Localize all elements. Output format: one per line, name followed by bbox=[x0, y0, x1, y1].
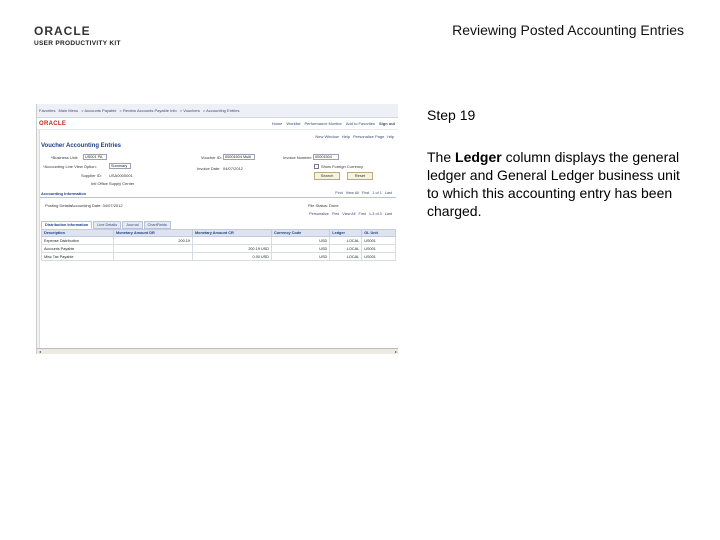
oracle-upk-logo bbox=[34, 24, 124, 50]
nav-item[interactable]: > Accounts Payable bbox=[81, 108, 117, 113]
grid-tabs bbox=[41, 221, 171, 229]
cell-currency: USD bbox=[272, 237, 330, 245]
supplier-name-value: Intl Office Supply Center bbox=[91, 181, 135, 186]
header-link-performance[interactable]: Performance Monitor bbox=[304, 121, 342, 126]
reset-button[interactable]: Reset bbox=[347, 172, 373, 180]
col-monetary-cr: Monetary Amount CR bbox=[193, 230, 272, 237]
cell-monetary-cr: 200.19 USD bbox=[193, 245, 272, 253]
cell-monetary-cr bbox=[193, 237, 272, 245]
grid-last-link[interactable]: Last bbox=[384, 212, 392, 216]
breadcrumb bbox=[37, 104, 398, 118]
accounting-info-header bbox=[40, 190, 396, 198]
slide-title: Reviewing Posted Accounting Entries bbox=[452, 22, 684, 38]
file-status-value: Done bbox=[329, 203, 339, 208]
col-ledger: Ledger bbox=[330, 230, 362, 237]
header-link-favorites[interactable]: Add to Favorites bbox=[345, 121, 375, 126]
table-row bbox=[42, 253, 396, 261]
nav-item[interactable]: Main Menu bbox=[58, 108, 79, 113]
file-status-label: File Status: bbox=[308, 203, 329, 208]
invoice-number-field[interactable]: 00001504 bbox=[313, 154, 339, 160]
step-description bbox=[427, 148, 695, 220]
col-description: Description bbox=[42, 230, 114, 237]
invoice-date-label: Invoice Date: bbox=[197, 166, 221, 171]
nav-item[interactable]: > Review Accounts Payable Info bbox=[119, 108, 177, 113]
find-link[interactable]: Find bbox=[335, 191, 343, 195]
grid-first-link[interactable]: First bbox=[358, 212, 366, 216]
desc-bold: Ledger bbox=[455, 149, 502, 165]
nav-item[interactable]: > Accounting Entries bbox=[202, 108, 240, 113]
grid-nav bbox=[309, 212, 392, 216]
cell-monetary-dr bbox=[114, 253, 193, 261]
col-monetary-dr: Monetary Amount DR bbox=[114, 230, 193, 237]
col-currency-code: Currency Code bbox=[272, 230, 330, 237]
invoice-number-label: Invoice Number: bbox=[283, 155, 313, 160]
brand-row bbox=[37, 118, 398, 130]
col-gl-unit: GL Unit bbox=[362, 230, 396, 237]
first-link[interactable]: First bbox=[361, 191, 370, 195]
cell-ledger: LOCAL bbox=[330, 237, 362, 245]
accounting-info-title: Accounting Information bbox=[41, 191, 87, 196]
voucher-id-label: Voucher ID: bbox=[201, 155, 222, 160]
scroll-left-icon[interactable]: ◂ bbox=[38, 349, 41, 354]
horizontal-scrollbar[interactable] bbox=[37, 348, 398, 354]
show-foreign-currency-checkbox[interactable] bbox=[314, 164, 319, 169]
cell-description: Expense Distribution bbox=[42, 237, 114, 245]
cell-description: Misc Tax Payable bbox=[42, 253, 114, 261]
header-link-signout[interactable]: Sign out bbox=[379, 121, 395, 126]
cell-ledger: LOCAL bbox=[330, 245, 362, 253]
show-foreign-currency-label: Show Foreign Currency bbox=[321, 164, 364, 169]
grid-row-count: 1-3 of 3 bbox=[368, 212, 382, 216]
tab-line-details[interactable]: Line Details bbox=[93, 221, 121, 229]
cell-currency: USD bbox=[272, 253, 330, 261]
invoice-date-value: 04/07/2012 bbox=[223, 166, 244, 171]
nav-item[interactable]: > Vouchers bbox=[179, 108, 200, 113]
page-title: Voucher Accounting Entries bbox=[41, 143, 122, 149]
http-link[interactable]: http bbox=[387, 134, 394, 139]
scroll-right-icon[interactable]: ▸ bbox=[394, 349, 397, 354]
desc-pre: The bbox=[427, 149, 456, 165]
grid-nav-bar bbox=[40, 211, 396, 219]
header-link-home[interactable]: Home bbox=[271, 121, 283, 126]
cell-monetary-cr: 0.00 USD bbox=[193, 253, 272, 261]
accounting-info-nav bbox=[335, 191, 392, 195]
header-link-worklist[interactable]: Worklist bbox=[286, 121, 301, 126]
help-link[interactable]: Help bbox=[341, 134, 350, 139]
table-header-row bbox=[42, 230, 396, 237]
tab-journal[interactable]: Journal bbox=[122, 221, 142, 229]
accounting-entries-table bbox=[41, 229, 396, 261]
cell-currency: USD bbox=[272, 245, 330, 253]
nav-item[interactable]: Favorites bbox=[39, 108, 56, 113]
table-row bbox=[42, 245, 396, 253]
posting-details-label: Posting Details bbox=[45, 203, 72, 208]
supplier-id-label: Supplier ID: bbox=[81, 173, 102, 178]
grid-find-link[interactable]: Find bbox=[331, 212, 340, 216]
cell-gl-unit: US001 bbox=[362, 237, 396, 245]
table-row bbox=[42, 237, 396, 245]
cell-description: Accounts Payable bbox=[42, 245, 114, 253]
accounting-view-select[interactable]: Summary bbox=[109, 163, 131, 169]
business-unit-field[interactable]: US001 PA bbox=[83, 154, 107, 160]
cell-gl-unit: US001 bbox=[362, 245, 396, 253]
search-button[interactable]: Search bbox=[314, 172, 340, 180]
cell-monetary-dr: 200.19 bbox=[114, 237, 193, 245]
record-count: 1 of 1 bbox=[372, 191, 382, 195]
cell-ledger: LOCAL bbox=[330, 253, 362, 261]
page-toplinks bbox=[315, 134, 394, 139]
grid-personalize-link[interactable]: Personalize bbox=[309, 212, 329, 216]
tab-chartfields[interactable]: ChartFields bbox=[144, 221, 171, 229]
app-brand-logo: ORACLE bbox=[39, 120, 67, 127]
app-screenshot bbox=[36, 104, 398, 354]
new-window-link[interactable]: New Window bbox=[315, 134, 339, 139]
posting-details-value: Accounting Date: 04/07/2012 bbox=[71, 203, 123, 208]
accounting-view-label: *Accounting Line View Option: bbox=[43, 164, 97, 169]
business-unit-label: *Business Unit: bbox=[51, 155, 79, 160]
header-links bbox=[272, 121, 395, 126]
step-number: Step 19 bbox=[427, 107, 476, 123]
personalize-page-link[interactable]: Personalize Page bbox=[352, 134, 385, 139]
supplier-id-value: USA0000001 bbox=[109, 173, 133, 178]
tab-distribution-information[interactable]: Distribution Information bbox=[41, 221, 92, 229]
view-all-link[interactable]: View All bbox=[345, 191, 359, 195]
left-scroll-gutter bbox=[37, 130, 40, 348]
desc-post: column displays the general ledger and General Ledger business unit to which this accounting entry has been charged. bbox=[427, 149, 680, 219]
grid-view-all-link[interactable]: View All bbox=[342, 212, 356, 216]
last-link[interactable]: Last bbox=[384, 191, 392, 195]
logo-kit-text: USER PRODUCTIVITY KIT bbox=[34, 40, 121, 47]
cell-monetary-dr bbox=[114, 245, 193, 253]
voucher-id-field[interactable]: 00001504 Multi bbox=[223, 154, 255, 160]
cell-gl-unit: US001 bbox=[362, 253, 396, 261]
logo-oracle-text: ORACLE bbox=[34, 24, 91, 38]
